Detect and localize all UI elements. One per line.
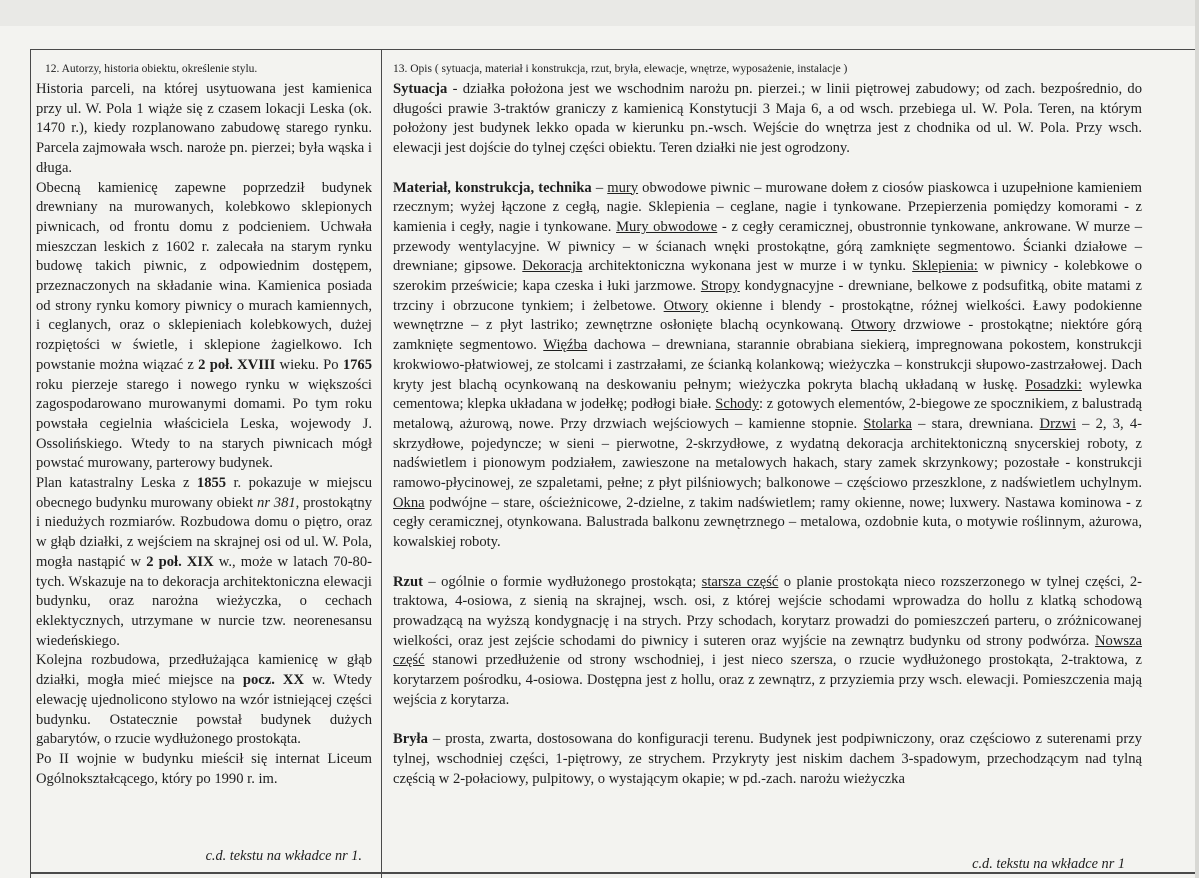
underlined-term: Dekoracja xyxy=(522,258,583,275)
text-run: : z gotowych elementów, 2-biegowe ze spocznikiem, z balustradą metalową, ażurową, nowe. Przy drzwiach wejściowych – kamienne stopnie. xyxy=(393,396,1142,432)
text-run: r. pokazuje w miejscu obecnego budynku murowany obiekt xyxy=(36,475,373,511)
text-run: Obecną kamienicę zapewne poprzedził budynek drewniany na murowanych, kolebkowo sklepionych piwnicach, od frontu domu z podcieniem. Uchwała mieszczan leskich z 1602 r. zalecała na starym rynku budowę takich piwnic, z odpowiednim dostępem, przeznaczonych na składanie wina. Kamienica posiada od strony rynku komory piwnicy o murach kamiennych, i ceglanych, oraz o sklepieniach kolebkowych, dużej rozpiętości w świetle, i sklepione żagielkowo. Ich powstanie można wiązać z xyxy=(36,179,372,373)
history-continuation-note: c.d. tekstu na wkładce nr 1. xyxy=(205,848,362,864)
bold-text: pocz. XX xyxy=(242,672,304,689)
bold-text: 2 poł. XVIII xyxy=(198,356,276,373)
underlined-term: Okna xyxy=(393,494,425,511)
text-run: dachowa – drewniana, starannie obrabiana siekierą, impregnowana pokostem, konstrukcji krokwiowo-płatwiowej, ze stolcami i zastrzałami, ze ścianką kolankową; wieżyczka – konstrukcji słupowo-zastrzałowej. Dach kryty jest blachą ocynkowaną na deskowaniu pełnym; wieżyczka pokryta blachą układaną w łuskę. xyxy=(393,337,1142,393)
scan-top-margin xyxy=(0,0,1199,26)
paragraph-gap xyxy=(393,710,1142,730)
bold-text: Bryła xyxy=(393,731,428,748)
form-left-border xyxy=(30,49,31,878)
bold-text: 1765 xyxy=(342,356,373,373)
text-run: roku pierzeje starego i nowego rynku w większości zagospodarowano murowanymi domami. Po tym roku powstała cegielnia właściciela Leska, wojewody J. Ossolińskiego. Wtedy to na starych piwnicach mógł powstać murowany, parterowy budynek. xyxy=(36,376,372,472)
history-paragraph xyxy=(36,474,372,651)
underlined-term: Stropy xyxy=(700,278,740,295)
underlined-term: Więźba xyxy=(543,337,588,354)
history-text-column xyxy=(36,80,372,789)
description-paragraph xyxy=(393,80,1142,159)
text-run: – 2, 3, 4-skrzydłowe, pojedyncze; w sieni – pierwotne, 2-skrzydłowe, z wydatną dekoracja architektoniczną snycerskiej roboty, z nadświetlem i pionowym podziałem, zawieszone na metalowych hakach, stary zamek skrzynkowy; pozostałe - konstrukcji ramowo-płycinowej, ze szpaletami, pełne; z płyt pilśniowych; balkonowe – częściowo przeszklone, z nadświetlem uchylnym. xyxy=(393,415,1142,492)
bold-text: Sytuacja xyxy=(393,81,448,97)
text-run: obwodowe piwnic – murowane dołem z ciosów piaskowca i uzupełnione kamieniem rzecznym; wyżej łączone z cegłą, nagie. Sklepienia – ceglane, nagie i tynkowane. Przepierzenia pomiędzy komorami - z kamienia i cegły, nagie i tynkowane. xyxy=(393,179,1142,235)
underlined-term: Nowsza część xyxy=(393,632,1142,669)
text-run: architektoniczna wykonana jest w murze i w tynku. xyxy=(582,258,913,275)
text-run: stanowi przedłużenie od strony wschodniej, i jest nieco szersza, o rzucie wydłużonego prostokąta, 2-traktowa, z korytarzem pośrodku, 4-osiowa. Dostępna jest z hollu, oraz z zewnątrz, z przyziemia przy wsch. elewacji. Pomieszczenia mają wejścia z korytarza. xyxy=(393,652,1142,708)
underlined-term: Stolarka xyxy=(863,415,912,432)
paragraph-gap xyxy=(393,553,1142,573)
text-run: – ogólnie o formie wydłużonego prostokąta; xyxy=(423,573,702,590)
text-run: w piwnicy - kolebkowe o szerokim prześwicie; kapa czeska i łuki jarzmowe. xyxy=(393,258,1142,295)
text-run: - działka położona jest we wschodnim narożu pn. pierzei.; w linii piętrowej zabudowy; od zach. bezpośrednio, do długości prawie 3-traktów graniczy z kamienicą Konstytucji 3 Maja 6, a od wsch. przebiega ul. W. Pola. Teren, na którym położony jest budynek lekko opada w kierunku pn.-wsch. Wejście do wnętrza jest z chodnika od ul. W. Pola. Przy wsch. elewacji jest dojście do tylnej części obiektu. Teren działki nie jest ogrodzony. xyxy=(393,81,1142,157)
history-paragraph xyxy=(36,179,372,475)
text-run: kondygnacyjne - drewniane, belkowe z podsufitką, obite matami z trzciny i obrzucone tynkiem; i żelbetowe. xyxy=(393,278,1142,314)
underlined-term: starsza część xyxy=(701,573,779,590)
text-run: wieku. Po xyxy=(275,356,343,373)
text-run: o planie prostokąta nieco rozszerzonego w tylnej części, 2-traktowa, 4-osiowa, z sienią na skrajnej, wsch. osi, z której wejście schodami wprowadza do hollu z klatką schodową prowadzącą na wyższą kondygnację i na strych. Przy schodach, korytarz prowadzi do pomieszczeń parteru, o zróżnicowanej wielkości, oraz jest zejście schodami do piwnicy i suteren oraz wyjście na zewnątrz budynku od strony podwórza. xyxy=(393,573,1142,649)
column-divider xyxy=(381,49,382,878)
description-paragraph xyxy=(393,573,1142,711)
history-paragraph xyxy=(36,750,372,789)
underlined-term: Schody xyxy=(715,396,760,413)
description-paragraph xyxy=(393,730,1142,789)
paragraph-gap xyxy=(393,159,1142,179)
form-top-rule xyxy=(30,49,1199,50)
bold-text: Materiał, konstrukcja, technika xyxy=(393,179,592,196)
underlined-term: Sklepienia: xyxy=(912,258,978,275)
history-paragraph xyxy=(36,80,372,179)
section-12-header: 12. Autorzy, historia obiektu, określenie stylu. xyxy=(45,63,258,75)
text-run: w., może w latach 70-80-tych. Wskazuje na to dekoracja architektoniczna elewacji budynku, oraz narożna wieżyczka, o cechach eklektycznych, utrzymane w nurcie tzw. neorenesansu wiedeńskiego. xyxy=(36,553,373,649)
history-paragraph xyxy=(36,651,372,750)
underlined-term: Posadzki: xyxy=(1025,376,1082,393)
text-run: okienne i blendy - prostokątne, różnej wielkości. Ławy podokienne wewnętrzne – z płyt lastriko; zewnętrzne osłonięte blachą ocynkowaną. xyxy=(393,297,1142,334)
text-run: – xyxy=(591,179,608,196)
underlined-term: Mury obwodowe xyxy=(616,218,718,235)
bold-text: 1855 xyxy=(196,475,227,492)
text-run: drzwiowe - prostokątne; niektóre górą zamknięte segmentowo. xyxy=(393,317,1143,354)
underlined-term: Drzwi xyxy=(1039,415,1077,432)
text-run: podwójne – stare, ościeżnicowe, 2-dzielne, z takim nadświetlem; ramy okienne, nowe; luxwery. Nastawa kominowa - z cegły ceramicznej, otynkowana. Balustrada balkonu zewnętrznego – metalowa, ozdobnie kuta, o motywie roślinnym, ażurowa, kowalskiej roboty. xyxy=(393,494,1142,551)
text-run: Historia parceli, na której usytuowana jest kamienica przy ul. W. Pola 1 wiąże się z czasem lokacji Leska (ok. 1470 r.), kiedy rozplanowano zabudowę starego rynku. Parcela zajmowała wsch. naroże pn. pierzei; była wąska i długa. xyxy=(36,81,372,176)
bold-text: Rzut xyxy=(393,573,423,590)
bold-text: 2 poł. XIX xyxy=(146,553,214,570)
italic-text: nr 381 xyxy=(257,494,296,511)
text-run: Kolejna rozbudowa, przedłużająca kamienicę w głąb działki, mogła mieć miejsce na xyxy=(36,652,372,689)
text-run: Plan katastralny Leska z xyxy=(36,475,197,492)
text-run: - z cegły ceramicznej, obustronnie tynkowane, ankrowane. W murze – przewody wentylacyjne. W piwnicy – w ścianach wnęki prostokątne, górą zamknięte segmentowo. Ścianki działowe – drewniane; gipsowe. xyxy=(393,218,1143,275)
description-continuation-note: c.d. tekstu na wkładce nr 1 xyxy=(972,856,1125,872)
text-run: w. Wtedy elewację ujednolicono stylowo na wzór istniejącej części budynku. Ostatecznie powstał budynek dużych gabarytów, o rzucie wydłużonego prostokąta. xyxy=(36,672,372,748)
text-run: – prosta, zwarta, dostosowana do konfiguracji terenu. Budynek jest podpiwniczony, oraz częściowo z suterenami przy tylnej, wschodniej części, 1-piętrowy, ze strychem. Przykryty jest niskim dachem 3-spadowym, przechodzącym nad tylną częścią w 2-połaciowy, pulpitowy, o wystającym okapie; w pd.-zach. narożu wieżyczka xyxy=(393,731,1142,787)
description-text-column xyxy=(393,80,1142,789)
text-run: wylewka cementowa; klepka układana w jodełkę; podłogi białe. xyxy=(393,376,1142,413)
text-run: , prostokątny i niedużych rozmiarów. Rozbudowa domu o piętro, oraz w głąb działki, z wejściem na skrajnej osi od ul. W. Pola, mogła nastąpić w xyxy=(36,494,373,570)
section-13-header: 13. Opis ( sytuacja, materiał i konstrukcja, rzut, bryła, elewacje, wnętrze, wyposażenie, instalacje ) xyxy=(393,63,848,75)
text-run: Po II wojnie w budynku mieścił się internat Liceum Ogólnokształcącego, który po 1990 r. im. xyxy=(36,750,372,787)
text-run: – stara, drewniana. xyxy=(912,415,1040,432)
description-paragraph xyxy=(393,179,1142,553)
underlined-term: Otwory xyxy=(851,317,896,334)
scan-right-edge xyxy=(1195,0,1199,878)
underlined-term: mury xyxy=(607,179,639,196)
underlined-term: Otwory xyxy=(663,297,709,314)
